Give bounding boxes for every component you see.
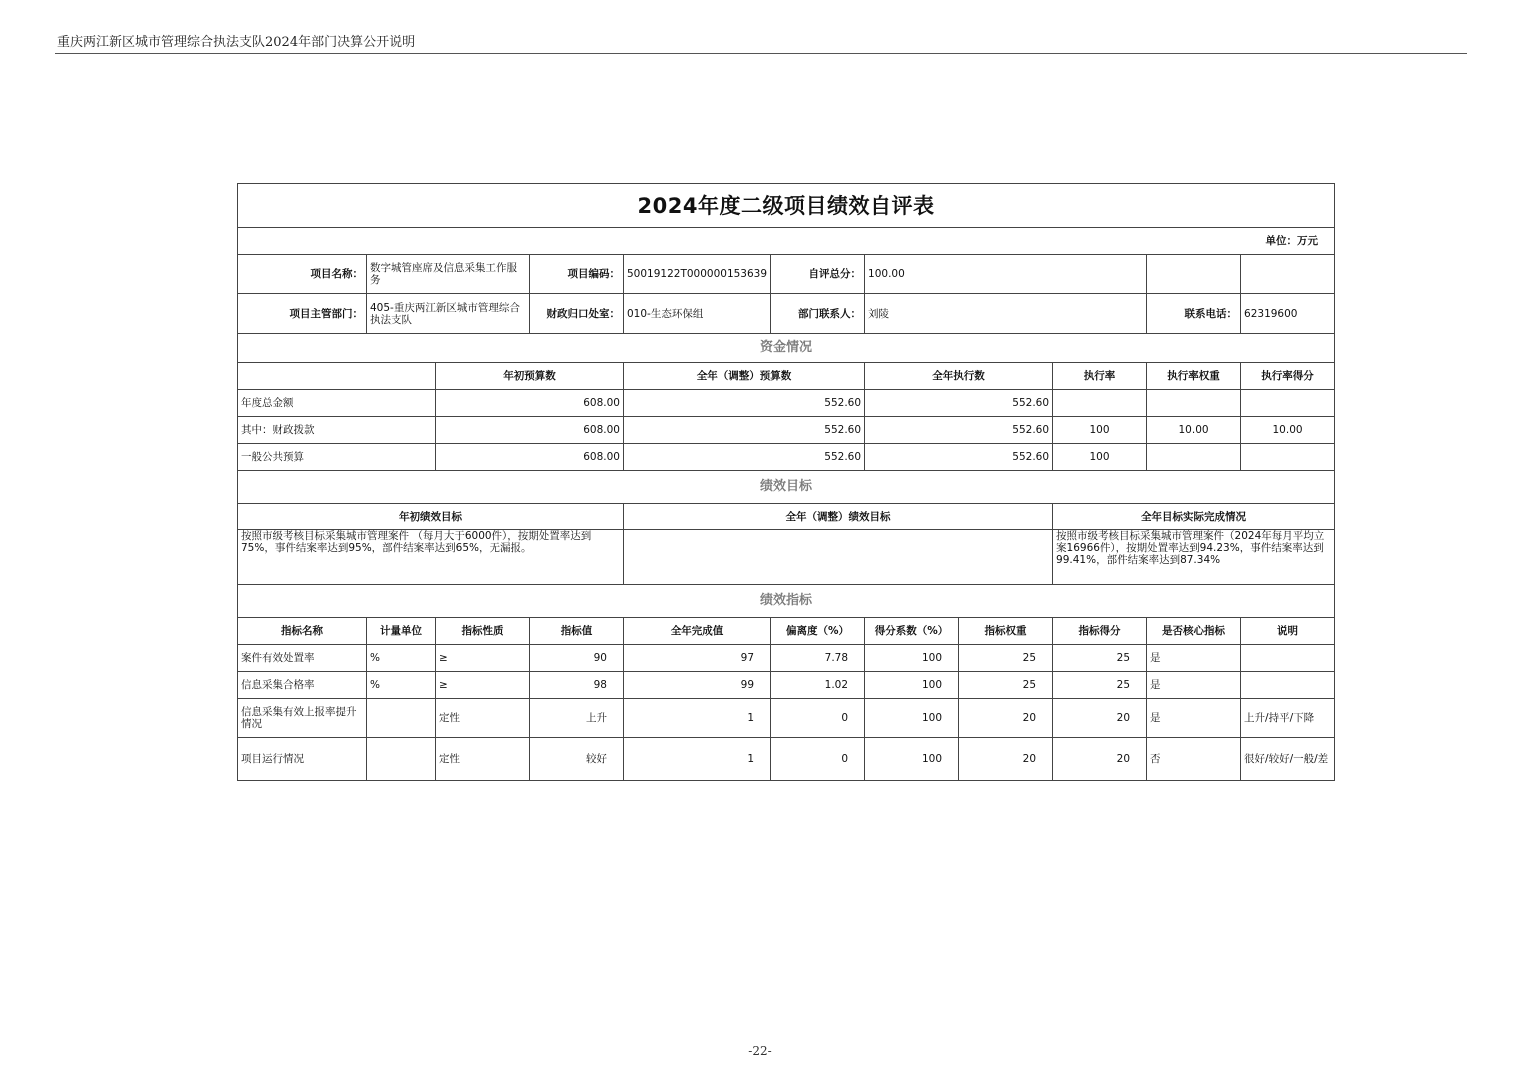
funds-row-name: 一般公共预算 <box>238 444 436 471</box>
ind-coef: 100 <box>865 672 959 699</box>
goals-header-actual: 全年目标实际完成情况 <box>1053 504 1335 530</box>
funds-header-executed: 全年执行数 <box>865 363 1053 390</box>
ind-score: 25 <box>1053 672 1147 699</box>
indicator-row <box>238 672 1335 699</box>
ind-weight: 25 <box>959 645 1053 672</box>
funds-row-weight <box>1147 444 1241 471</box>
ind-weight: 25 <box>959 672 1053 699</box>
funds-row-adjusted: 552.60 <box>624 444 865 471</box>
funds-row-weight: 10.00 <box>1147 417 1241 444</box>
funds-row-executed: 552.60 <box>865 417 1053 444</box>
ind-name: 项目运行情况 <box>238 738 367 781</box>
empty-cell <box>1241 255 1335 294</box>
ind-header-unit: 计量单位 <box>367 618 436 645</box>
funds-header-adjusted: 全年（调整）预算数 <box>624 363 865 390</box>
ind-core: 是 <box>1147 672 1241 699</box>
ind-note: 很好/较好/一般/差 <box>1241 738 1335 781</box>
indicator-row <box>238 738 1335 781</box>
funds-row-executed: 552.60 <box>865 390 1053 417</box>
project-name-label: 项目名称： <box>238 255 367 294</box>
funds-row-rate <box>1053 390 1147 417</box>
indicator-row <box>238 645 1335 672</box>
funds-row-rate: 100 <box>1053 444 1147 471</box>
funds-header-initial: 年初预算数 <box>436 363 624 390</box>
goals-header-adjusted: 全年（调整）绩效目标 <box>624 504 1053 530</box>
funds-row-score <box>1241 444 1335 471</box>
empty-cell <box>1147 255 1241 294</box>
ind-header-score: 指标得分 <box>1053 618 1147 645</box>
funds-row <box>238 390 1335 417</box>
funds-section-title: 资金情况 <box>238 334 1335 363</box>
funds-row <box>238 444 1335 471</box>
contact-label: 部门联系人： <box>771 294 865 334</box>
ind-score: 20 <box>1053 699 1147 738</box>
ind-coef: 100 <box>865 645 959 672</box>
funds-row-initial: 608.00 <box>436 390 624 417</box>
ind-value: 上升 <box>530 699 624 738</box>
ind-unit <box>367 699 436 738</box>
ind-weight: 20 <box>959 699 1053 738</box>
ind-value: 较好 <box>530 738 624 781</box>
project-code-label: 项目编码： <box>530 255 624 294</box>
goals-section-title: 绩效目标 <box>238 471 1335 504</box>
ind-unit <box>367 738 436 781</box>
funds-row-initial: 608.00 <box>436 417 624 444</box>
project-name-value: 数字城管座席及信息采集工作服务 <box>367 255 530 294</box>
ind-core: 是 <box>1147 645 1241 672</box>
dept-label: 项目主管部门： <box>238 294 367 334</box>
header-divider <box>55 53 1467 54</box>
ind-value: 90 <box>530 645 624 672</box>
ind-header-name: 指标名称 <box>238 618 367 645</box>
ind-header-deviation: 偏离度（%） <box>771 618 865 645</box>
ind-score: 25 <box>1053 645 1147 672</box>
funds-row <box>238 417 1335 444</box>
ind-note: 上升/持平/下降 <box>1241 699 1335 738</box>
funds-row-weight <box>1147 390 1241 417</box>
funds-row-rate: 100 <box>1053 417 1147 444</box>
funds-row-adjusted: 552.60 <box>624 390 865 417</box>
funds-row-adjusted: 552.60 <box>624 417 865 444</box>
ind-header-done: 全年完成值 <box>624 618 771 645</box>
ind-done: 97 <box>624 645 771 672</box>
ind-name: 信息采集有效上报率提升情况 <box>238 699 367 738</box>
funds-row-initial: 608.00 <box>436 444 624 471</box>
ind-note <box>1241 672 1335 699</box>
phone-value: 62319600 <box>1241 294 1335 334</box>
funds-row-name: 其中：财政拨款 <box>238 417 436 444</box>
ind-header-core: 是否核心指标 <box>1147 618 1241 645</box>
self-score-label: 自评总分： <box>771 255 865 294</box>
ind-header-nature: 指标性质 <box>436 618 530 645</box>
funds-header-rate: 执行率 <box>1053 363 1147 390</box>
ind-value: 98 <box>530 672 624 699</box>
ind-header-note: 说明 <box>1241 618 1335 645</box>
funds-row-score <box>1241 390 1335 417</box>
ind-header-weight: 指标权重 <box>959 618 1053 645</box>
ind-coef: 100 <box>865 699 959 738</box>
ind-deviation: 0 <box>771 699 865 738</box>
finance-label: 财政归口处室： <box>530 294 624 334</box>
funds-header-blank <box>238 363 436 390</box>
ind-nature: ≥ <box>436 672 530 699</box>
form-title: 2024年度二级项目绩效自评表 <box>238 184 1335 228</box>
ind-header-coef: 得分系数（%） <box>865 618 959 645</box>
goals-initial-text: 按照市级考核目标采集城市管理案件 （每月大于6000件），按期处置率达到75%，事件结案率达到95%，部件结案率达到65%，无漏报。 <box>238 530 624 585</box>
page-number: -22- <box>748 1044 772 1058</box>
ind-done: 1 <box>624 738 771 781</box>
ind-nature: 定性 <box>436 738 530 781</box>
goals-actual-text: 按照市级考核目标采集城市管理案件（2024年每月平均立案16966件），按期处置率达到94.23%，事件结案率达到99.41%，部件结案率达到87.34% <box>1053 530 1335 585</box>
ind-note <box>1241 645 1335 672</box>
funds-header-weight: 执行率权重 <box>1147 363 1241 390</box>
ind-weight: 20 <box>959 738 1053 781</box>
performance-self-evaluation-table <box>237 183 1335 781</box>
funds-row-score: 10.00 <box>1241 417 1335 444</box>
ind-core: 是 <box>1147 699 1241 738</box>
contact-value: 刘陵 <box>865 294 1147 334</box>
ind-unit: % <box>367 645 436 672</box>
ind-nature: ≥ <box>436 645 530 672</box>
unit-label: 单位：万元 <box>238 228 1335 255</box>
ind-deviation: 1.02 <box>771 672 865 699</box>
ind-core: 否 <box>1147 738 1241 781</box>
indicators-section-title: 绩效指标 <box>238 585 1335 618</box>
indicator-row <box>238 699 1335 738</box>
ind-name: 案件有效处置率 <box>238 645 367 672</box>
funds-row-executed: 552.60 <box>865 444 1053 471</box>
ind-coef: 100 <box>865 738 959 781</box>
finance-value: 010-生态环保组 <box>624 294 771 334</box>
goals-header-initial: 年初绩效目标 <box>238 504 624 530</box>
dept-value: 405-重庆两江新区城市管理综合执法支队 <box>367 294 530 334</box>
ind-done: 1 <box>624 699 771 738</box>
project-code-value: 50019122T000000153639 <box>624 255 771 294</box>
ind-done: 99 <box>624 672 771 699</box>
page-header-title: 重庆两江新区城市管理综合执法支队2024年部门决算公开说明 <box>57 35 416 50</box>
ind-name: 信息采集合格率 <box>238 672 367 699</box>
self-score-value: 100.00 <box>865 255 1147 294</box>
ind-header-value: 指标值 <box>530 618 624 645</box>
funds-row-name: 年度总金额 <box>238 390 436 417</box>
ind-deviation: 0 <box>771 738 865 781</box>
ind-unit: % <box>367 672 436 699</box>
phone-label: 联系电话： <box>1147 294 1241 334</box>
funds-header-score: 执行率得分 <box>1241 363 1335 390</box>
goals-adjusted-text <box>624 530 1053 585</box>
ind-deviation: 7.78 <box>771 645 865 672</box>
ind-nature: 定性 <box>436 699 530 738</box>
ind-score: 20 <box>1053 738 1147 781</box>
